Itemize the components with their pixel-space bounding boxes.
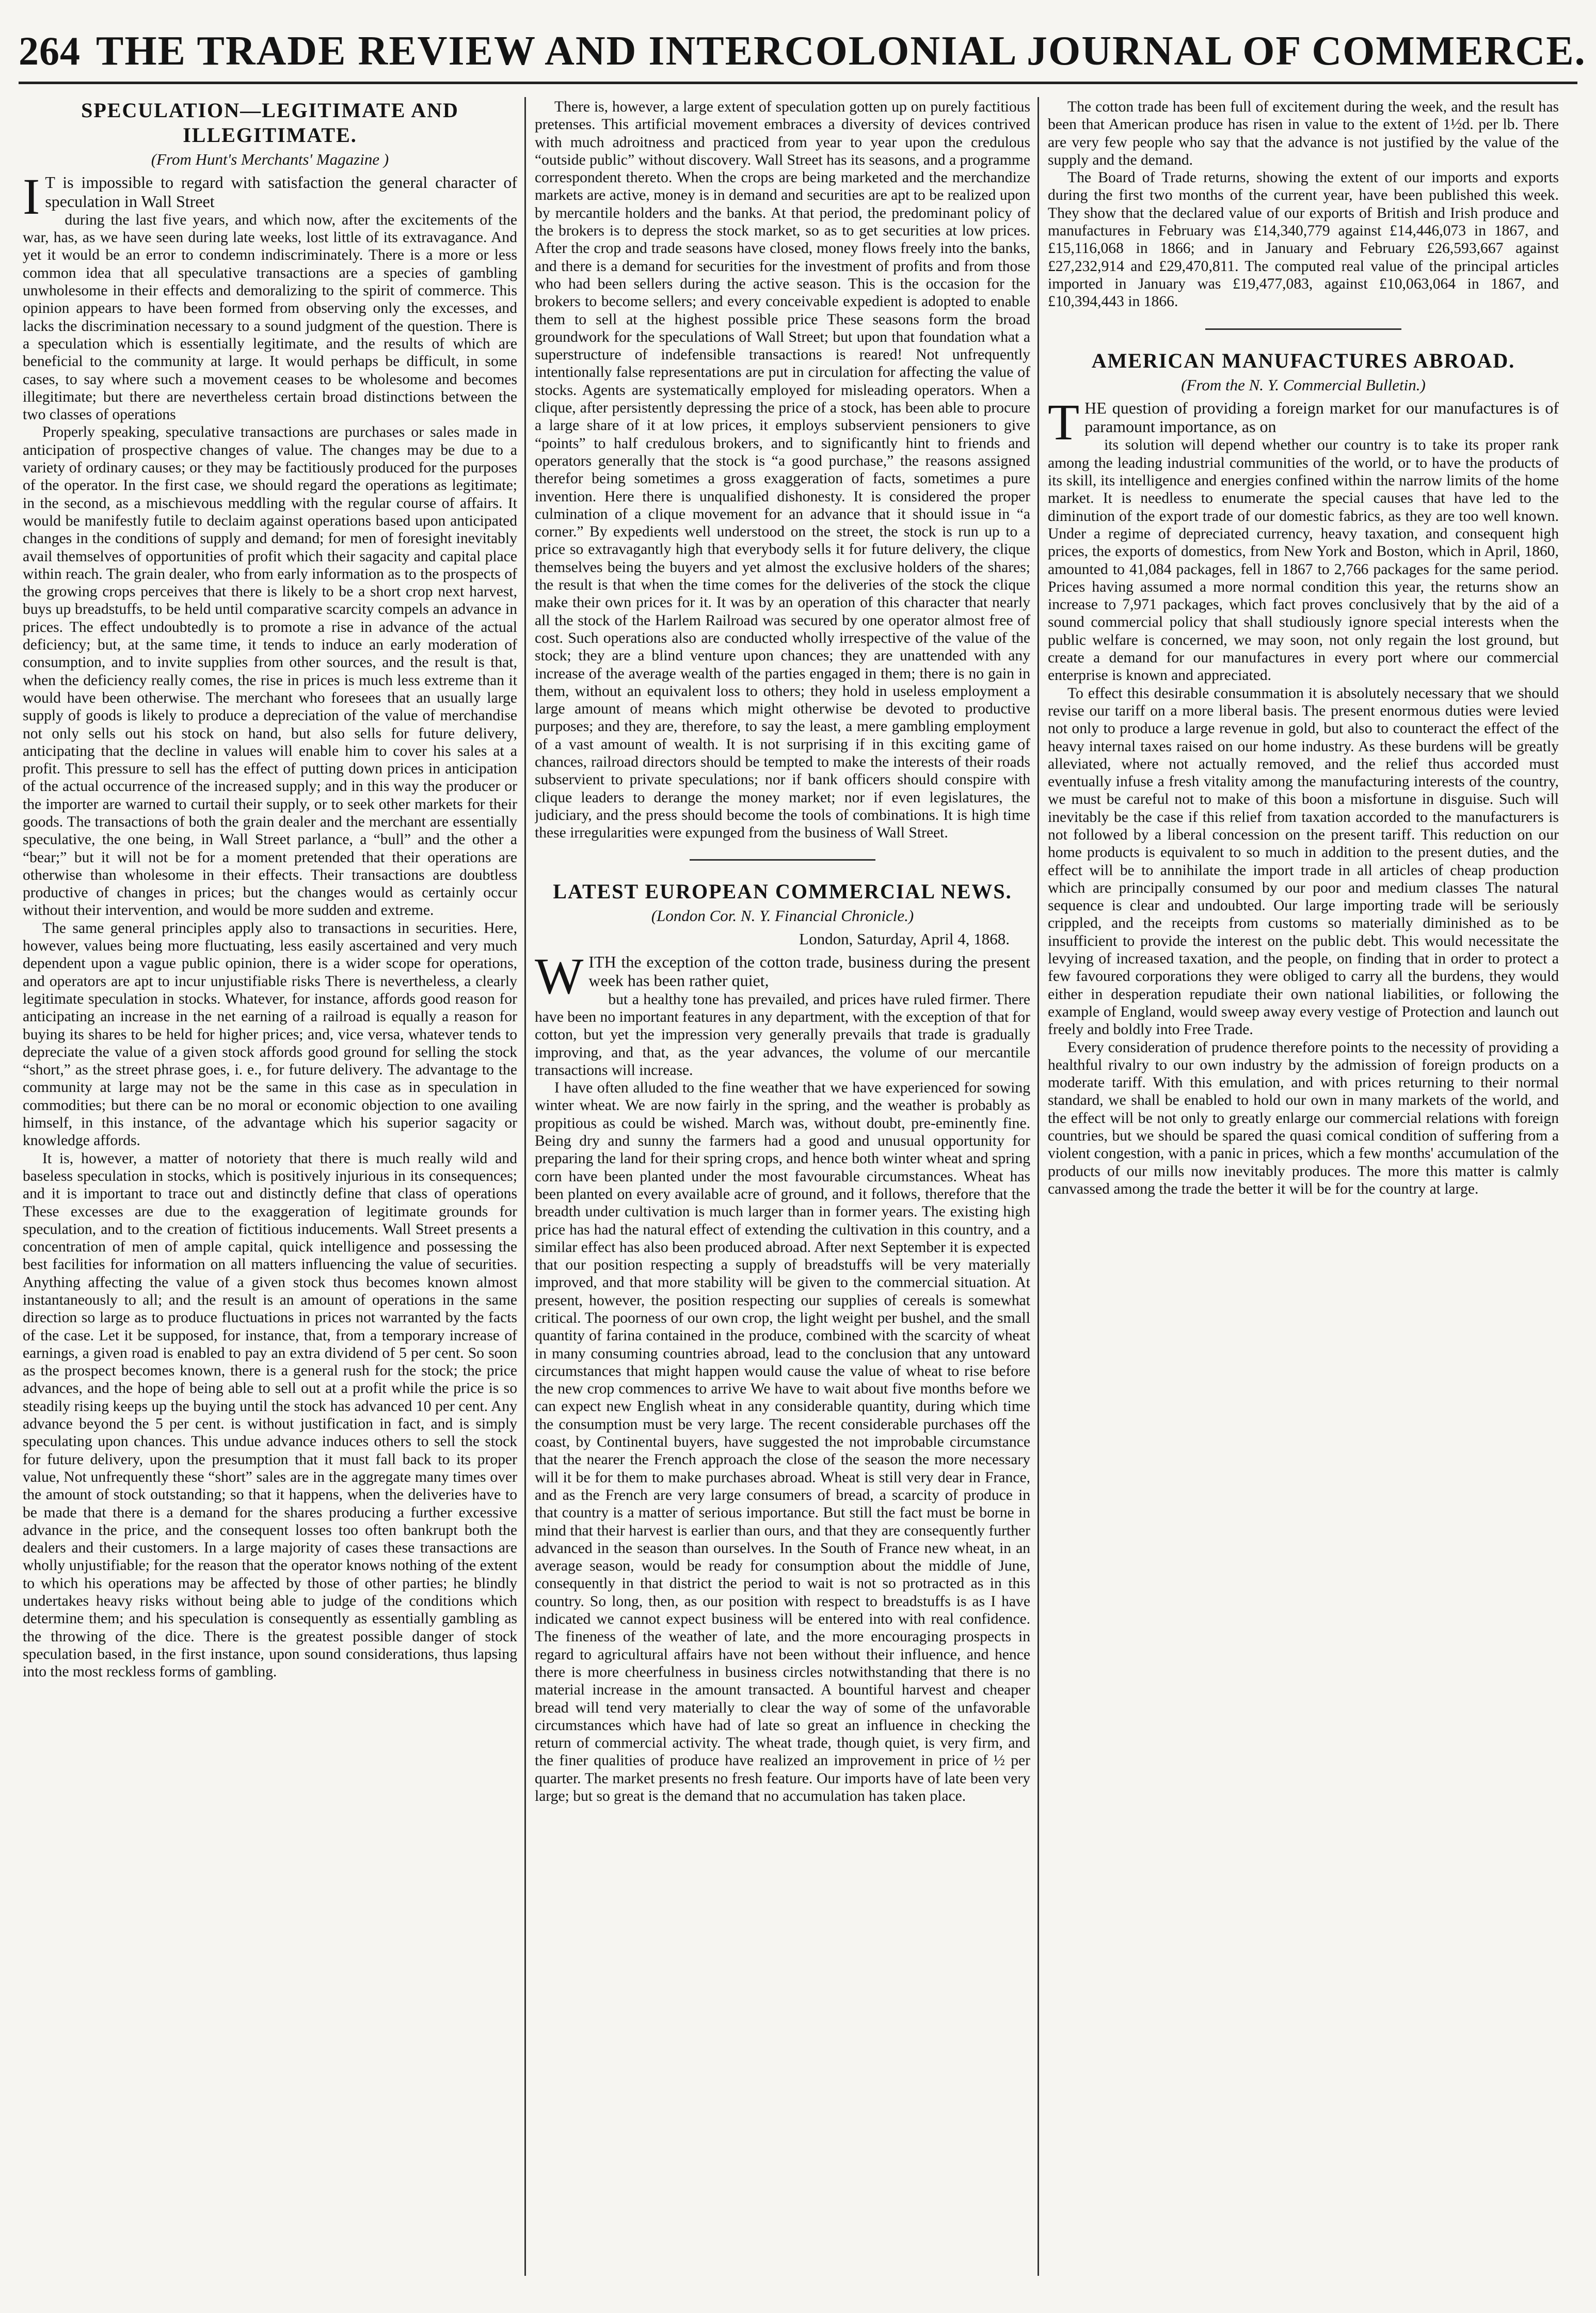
running-head <box>19 25 1586 84</box>
column-1 <box>23 98 517 2272</box>
article-separator <box>1205 328 1401 330</box>
paragraph: I have often alluded to the fine weather that we have experienced for sowing winter wheat. We are now fairly in the spring, and the weather is probably as propitious as could be wished. March was, without doubt, pre-eminently fine. Being dry and sunny the farmers had a good and unusual opportunity for preparing the land for their spring crops, and hence both winter wheat and spring corn have been planted under the most favourable circumstances. Wheat has been planted on every available acre of ground, and it follows, therefore that the breadth under cultivation is much larger than in former years. The existing high price has had the natural effect of extending the cultivation in this country, and a similar effect has also been produced abroad. After next September it is expected that our position respecting a supply of breadstuffs will be very materially improved, and that more stability will be given to the commercial situation. At present, however, the position respecting our supplies of cereals is somewhat critical. The poorness of our own crop, the light weight per bushel, and the small quantity of farina contained in the produce, combined with the scarcity of wheat in many consuming countries abroad, lead to the conclusion that any untoward circumstances that might happen would cause the value of wheat to rise before the new crop commences to arrive We have to wait about five months before we can expect new English wheat in any considerable quantity, during which time the consumption must be very large. The recent considerable purchases off the coast, by Continental buyers, have suggested the not improbable circumstance that the nearer the French approach the close of the season the more necessary will it be for them to make purchases abroad. Wheat is still very dear in France, and as the French are very large consumers of bread, a scarcity of produce in that country is a matter of serious importance. But still the fact must be borne in mind that their harvest is earlier than ours, and that they are consequently further advanced in the season than ourselves. In the South of France new wheat, in an average season, would be ready for consumption about the middle of June, consequently in that district the period to wait is not so protracted as in this country. So long, then, as our position with respect to breadstuffs is as I have indicated we cannot expect business will be entered into with real confidence. The fineness of the weather of late, and the more encouraging prospects in regard to agricultural affairs have not been without their influence, and hence there is more cheerfulness in business circles notwithstanding that there is no material increase in the amount transacted. A bountiful harvest and cheaper bread will tend very materially to clear the way of some of the unfavorable circumstances which have had of late so great an influence in checking the return of commercial activity. The wheat trade, though quiet, is very firm, and the finer qualities of produce have realized an improvement in price of ½ per quarter. The market presents no fresh feature. Our imports have of late been very large; but so great is the demand that no accumulation has taken place. <box>535 1080 1030 1805</box>
paragraph: Every consideration of prudence therefore points to the necessity of providing a healthful rivalry to our own industry by the admission of foreign products on a moderate tariff. With this emulation, and with prices returning to their normal standard, we shall be enabled to hold our own in many markets of the world, and the effect will be not only to greatly enlarge our commercial relations with foreign countries, but we should be spared the quasi comical condition of suffering from a violent congestion, with a panic in prices, which a few months' accumulation of the products of our mills now inevitably produces. The more this matter is calmly canvassed among the trade the better it will be for the country at large. <box>1048 1039 1559 1197</box>
article-european-news <box>535 879 1030 1805</box>
paragraph: during the last five years, and which now, after the excitements of the war, has, as we have seen during late weeks, lost little of its extravagance. And yet it would be an error to condemn indiscriminately. There is a more or less common idea that all speculative transactions are a species of gambling unwholesome in their effects and demoralizing to the spirit of commerce. This opinion appears to have been formed from observing only the excesses, and lacks the discrimination necessary to a sound judgment of the question. There is a speculation which is essentially legitimate, and the results of which are beneficial to the community at large. It would perhaps be difficult, in some cases, to say where such a movement ceases to be wholesome and becomes illegitimate; but there are nevertheless certain broad distinctions between the two classes of operations <box>23 211 517 423</box>
drop-cap: W <box>535 947 584 1005</box>
article-source: (From Hunt's Merchants' Magazine ) <box>151 150 389 168</box>
article-lead <box>535 947 1030 1005</box>
article-speculation <box>23 98 517 1681</box>
article-dateline: London, Saturday, April 4, 1868. <box>799 929 1010 948</box>
article-lead <box>23 168 517 226</box>
newspaper-page <box>19 25 1586 2286</box>
article-separator <box>690 859 875 861</box>
paragraph: To effect this desirable consummation it is absolutely necessary that we should revise our tariff on a more liberal basis. The present enormous duties were levied not only to produce a large revenue in gold, but also to counteract the effect of the heavy internal taxes raised on our home industry. As these burdens will be greatly alleviated, where not actually removed, and the relief thus accorded must eventually infuse a fresh vitality among the manufacturing interests of the country, we must be careful not to make of this boon a misfortune in disguise. Such will inevitably be the case if this relief from taxation accorded to the manufacturers is not followed by a liberal concession on the present tariff. This reduction on our home products is equivalent to so much in addition to the present duties, and the effect will be to annihilate the import trade in all articles of cheap production which are principally consumed by our poor and medium classes The natural sequence is clear and undoubted. Our large importing trade will be seriously crippled, and the receipts from customs so materially diminished as to be insufficient to provide the interest on the public debt. This would necessitate the levying of increased taxation, and the people, on finding that in order to protect a few favoured corporations they were obliged to carry all the burdens, they would either in desperation repudiate their own national liabilities, or following the example of England, would sweep away every vestige of Protection and launch out freely and boldly into Free Trade. <box>1048 685 1559 1038</box>
lead-text: HE question of providing a foreign market for our manufactures is of paramount importance, as on <box>1084 398 1559 436</box>
article-title: SPECULATION—LEGITIMATE AND ILLEGITIMATE. <box>81 99 459 147</box>
paragraph: its solution will depend whether our country is to take its proper rank among the leading industrial communities of the world, or to have the products of its skill, its intelligence and energies confined within the narrow limits of the home market. It is needless to enumerate the special causes that have led to the diminution of the export trade of our domestic fabrics, as they are too well known. Under a regime of depreciated currency, heavy taxation, and consequent high prices, the exports of domestics, from New York and Boston, which in April, 1860, amounted to 41,084 packages, fell in 1867 to 2,766 packages for the same period. Prices having assumed a more normal condition this year, the returns show an increase to 7,971 packages, which fact proves conclusively that by the aid of a sound commercial policy that shall studiously ignore special interests when the public welfare is concerned, we may soon, not only regain the lost ground, but create a demand for our manufactures in every port where our commercial enterprise is known and appreciated. <box>1048 437 1559 684</box>
article-source: (From the N. Y. Commercial Bulletin.) <box>1181 375 1426 394</box>
paragraph: There is, however, a large extent of speculation gotten up on purely factitious pretenses. This artificial movement embraces a diversity of devices contrived with much adroitness and practiced from year to year upon the credulous “outside public” without discovery. Wall Street has its seasons, and a programme correspondent thereto. When the crops are being marketed and the merchandize markets are active, money is in demand and securities are apt to be realized upon by mercantile holders and the banks. At that period, the predominant policy of the brokers is to depress the stock market, so as to get securities at low prices. After the crop and trade seasons have closed, money flows freely into the banks, and there is a demand for securities for the investment of profits and from those who had been sellers during the active season. This is the occasion for the brokers to become sellers; and every conceivable expedient is adopted to enable them to sell at the highest possible price These seasons form the broad groundwork for the speculations of Wall Street; but upon that foundation what a superstructure of indefensible transactions is reared! Not unfrequently intentionally false representations are put in circulation for affecting the value of stocks. Agents are systematically employed for misleading operators. When a clique, after persistently depressing the price of a stock, has been able to procure a large share of it at low prices, it employs subservient pensioners to give “points” to half credulous brokers, and to significantly hint to friends and operators generally that the stock is “a good purchase,” the reasons assigned therefor being sometimes a gross exaggeration of facts, sometimes a pure invention. Here there is unqualified dishonesty. It is considered the proper culmination of a clique movement for an advance that it should issue in “a corner.” By expedients well understood on the street, the stock is run up to a price so extravagantly high that everybody sells it for future delivery, the clique themselves being the buyers and yet almost the exclusive holders of the shares; the result is that when the time comes for the deliveries of the stock the clique make their own prices for it. It was by an operation of this character that nearly all the stock of the Harlem Railroad was secured by one operator almost free of cost. Such operations also are conducted wholly irrespective of the value of the stock; they are a blind venture upon chances; they are unattended with any increase of the average wealth of the parties engaged in them; there is no gain in them, without an equivalent loss to others; they hold in useless employment a large amount of means which might otherwise be devoted to productive purposes; and they are, therefore, to say the least, a mere gambling employment of a vast amount of wealth. It is not surprising if in this exciting game of chances, railroad directors should be tempted to make the interests of their roads subservient to private speculations; nor if bank officers should conspire with clique leaders to derange the money market; nor if even legislatures, the judiciary, and the press should become the tools of combinations. It is high time these irregularities were expunged from the business of Wall Street. <box>535 99 1030 842</box>
paragraph: It is, however, a matter of notoriety that there is much really wild and baseless speculation in stocks, which is positively injurious in its consequences; and it is important to trace out and distinctly define that class of operations These excesses are due to the exaggeration of legitimate grounds for speculation, and to the creation of fictitious inducements. Wall Street presents a concentration of men of ample capital, quick intelligence and possessing the best facilities for information on all matters influencing the value of securities. Anything affecting the value of a given stock thus becomes known almost instantaneously to all; and the result is an amount of operations in the same direction so large as to produce fluctuations in prices not warranted by the facts of the case. Let it be supposed, for instance, that, from a temporary increase of earnings, a given road is enabled to pay an extra dividend of 5 per cent. So soon as the prospect becomes known, there is a general rush for the stock; the price advances, and the hope of being able to sell out at a profit while the price is so steadily rising keeps up the buying until the stock has advanced 10 per cent. Any advance beyond the 5 per cent. is without justification in fact, and is simply speculating upon chances. This undue advance induces others to sell the stock for future delivery, upon the presumption that it must fall back to its proper value, Not unfrequently these “short” sales are in the aggregate many times over the amount of stock outstanding; so that it happens, when the deliveries have to be made that there is a demand for the shares producing a further excessive advance in the price, and the consequent losses too often bankrupt both the dealers and their customers. In a large majority of cases these transactions are wholly unjustifiable; for the reason that the operator knows nothing of the extent to which his operations may be affected by those of other parties; he blindly undertakes heavy risks without being able to judge of the conditions which determine them; and his speculation is consequently as essentially gambling as the throwing of the dice. There is the greatest possible danger of stock speculation based, in the first instance, upon sound considerations, thus lapsing into the most reckless forms of gambling. <box>23 1150 517 1681</box>
article-source: (London Cor. N. Y. Financial Chronicle.) <box>651 907 914 925</box>
lead-text: ITH the exception of the cotton trade, business during the present week has been rather quiet, <box>588 953 1030 990</box>
article-american-manufactures <box>1048 348 1559 1198</box>
lead-text: T is impossible to regard with satisfaction the general character of speculation in Wall Street <box>45 173 517 211</box>
drop-cap: T <box>1048 393 1080 451</box>
article-title: AMERICAN MANUFACTURES ABROAD. <box>1091 348 1515 372</box>
drop-cap: I <box>23 168 40 226</box>
paragraph: Properly speaking, speculative transactions are purchases or sales made in anticipation of prospective changes of value. The changes may be due to a variety of ordinary causes; or they may be factitiously produced for the purposes of the operator. In the first case, we should regard the operations as legitimate; in the second, as a mischievous meddling with the regular course of affairs. It would be manifestly futile to declaim against operations based upon anticipated changes in the conditions of supply and demand; for men of foresight inevitably avail themselves of opportunities of profit which their sagacity and capital place within reach. The grain dealer, who from early information as to the prospects of the growing crops perceives that there is likely to be a short crop next harvest, buys up breadstuffs, to be held until comparative scarcity compels an advance in prices. The effect undoubtedly is to promote a rise in advance of the actual deficiency; but, at the same time, it tends to induce an early moderation of consumption, and to invite supplies from other sources, and the result is that, when the deficiency really comes, the rise in prices is much less extreme than it would have been otherwise. The merchant who foresees that an usually large supply of goods is likely to produce a depreciation of the value of merchandise not only sells out his stock on hand, but also sells for future delivery, anticipating that the decline in values will enable him to cover his sales at a profit. This pressure to sell has the effect of putting down prices in anticipation of the actual occurrence of the increased supply; and in this way the producer or the importer are warned to curtail their supply, or to seek other markets for their goods. The transactions of both the grain dealer and the merchant are essentially speculative, the one being, in Wall Street parlance, a “bull” and the other a “bear;” but it will not be for a moment pretended that their operations are otherwise than wholesome in their effects. Their transactions are doubtless productive of changes in prices; but the changes would as certainly occur without their intervention, and would be more sudden and extreme. <box>23 424 517 919</box>
article-title: LATEST EUROPEAN COMMERCIAL NEWS. <box>553 880 1012 904</box>
paragraph: but a healthy tone has prevailed, and prices have ruled firmer. There have been no important features in any department, with the exception of that for cotton, but yet the impression very generally prevails that trade is gradually improving, and that, as the year advances, the volume of our mercantile transactions will increase. <box>535 991 1030 1079</box>
paragraph: The cotton trade has been full of excitement during the week, and the result has been that American produce has risen in value to the extent of 1½d. per lb. There are very few people who say that the advance is not justified by the value of the supply and the demand. <box>1048 99 1559 168</box>
page-number: 264 <box>19 28 81 73</box>
column-rule <box>1038 97 1039 2276</box>
column-rule <box>524 97 526 2276</box>
paragraph: The same general principles apply also to transactions in securities. Here, however, values being more fluctuating, less easily ascertained and very much dependent upon a vague public opinion, there is a wider scope for operations, and operators are apt to incur unjustifiable risks There is nevertheless, a clearly legitimate speculation in stocks. Whatever, for instance, affords good reason for anticipating an increase in the net earning of a railroad is equally a reason for buying its shares to be held for higher prices; and, vice versa, whatever tends to depreciate the value of a given stock affords good ground for selling the stock “short,” as the street phrase goes, i. e., for future delivery. The advantage to the community at large may not be the same in this case as in speculation in commodities; but there can be no moral or economic objection to one availing himself, in this instance, of the advantage which his superior sagacity or knowledge affords. <box>23 920 517 1149</box>
column-3 <box>1048 98 1559 2272</box>
journal-title: THE TRADE REVIEW AND INTERCOLONIAL JOURNAL OF COMMERCE. <box>96 28 1586 74</box>
paragraph: The Board of Trade returns, showing the extent of our imports and exports during the first two months of the current year, have been published this week. They show that the declared value of our exports of British and Irish produce and manufactures in February was £14,340,779 against £14,446,073 in 1867, and £15,116,068 in 1866; and in January and February £26,593,667 against £27,232,914 and £29,470,811. The computed real value of the principal articles imported in January was £19,477,083, against £10,063,064 in 1867, and £10,394,443 in 1866. <box>1048 169 1559 310</box>
article-lead <box>1048 393 1559 451</box>
column-2 <box>535 98 1030 2272</box>
